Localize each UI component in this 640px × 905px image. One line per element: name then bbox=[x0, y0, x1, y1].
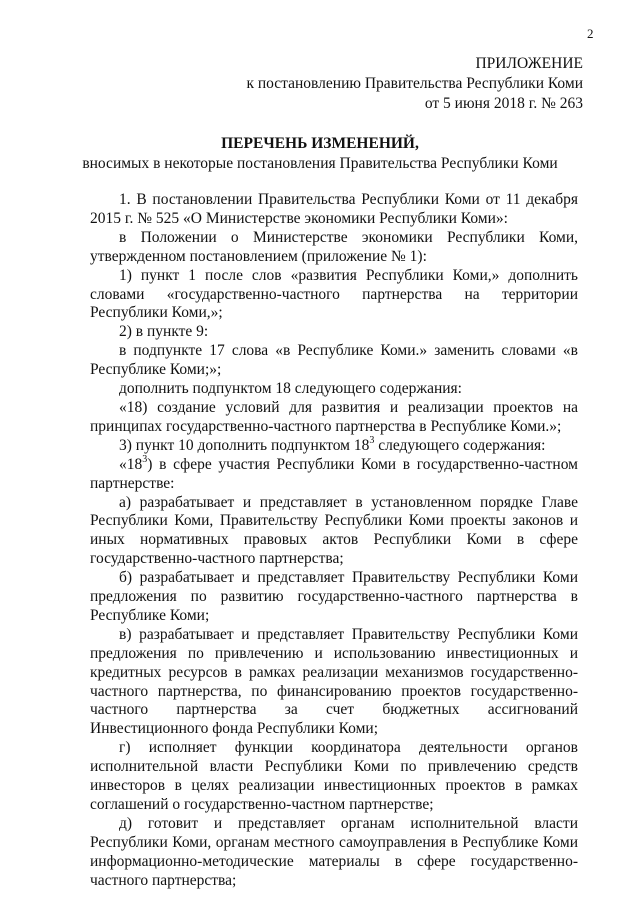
paragraph: в Положении о Министерстве экономики Республики Коми, утвержденном постановлением (приложение № 1): bbox=[90, 228, 578, 265]
superscript: 3 bbox=[369, 434, 375, 446]
appendix-reference: к постановлению Правительства Республики Коми bbox=[246, 75, 583, 92]
paragraph: «18) создание условий для развития и реализации проектов на принципах государственно-частного партнерства в Республике Коми.»; bbox=[90, 398, 578, 435]
paragraph-text: следующего содержания: bbox=[374, 436, 546, 454]
paragraph: г) исполняет функции координатора деятельности органов исполнительной власти Республики Коми по привлечению средств инвесторов в целях реализации инвестиционных проектов в рамках соглашений о государственно-частном партнерстве; bbox=[90, 739, 578, 813]
document-subtitle: вносимых в некоторые постановления Правительства Республики Коми bbox=[82, 155, 558, 172]
paragraph-item-3 bbox=[90, 434, 578, 456]
paragraph: д) готовит и представляет органам исполнительной власти Республики Коми, органам местного самоуправления в Республике Коми информационно-методические материалы в сфере государственно-частного партнерства; bbox=[90, 814, 578, 889]
paragraph: дополнить подпунктом 18 следующего содержания: bbox=[119, 380, 462, 398]
paragraph: 1. В постановлении Правительства Республики Коми от 11 декабря 2015 г. № 525 «О Министерстве экономики Республики Коми»: bbox=[90, 191, 578, 227]
paragraph: б) разрабатывает и представляет Правительству Республики Коми предложения по развитию государственно-частного партнерства в Республике Коми; bbox=[90, 569, 578, 624]
appendix-header bbox=[163, 54, 583, 114]
paragraph-text: 3) пункт 10 дополнить подпунктом 18 bbox=[119, 436, 370, 454]
paragraph: а) разрабатывает и представляет в установленном порядке Главе Республики Коми, Правительству Республики Коми проекты законов и иных нормативных правовых актов Республики Коми в сфере государственно-частного партнерства; bbox=[90, 493, 578, 568]
paragraph-subitem-18-3 bbox=[90, 453, 578, 494]
paragraph: в) разрабатывает и представляет Правительству Республики Коми предложения по привлечению и использованию инвестиционных и кредитных ресурсов в рамках реализации механизмов государственно-частного партнерства, по финансированию проектов государственно-частного партнерства за счет бюджетных ассигнований Инвестиционного фонда Республики Коми; bbox=[90, 625, 578, 738]
paragraph: 2) в пункте 9: bbox=[119, 323, 209, 341]
document-body bbox=[90, 191, 578, 891]
superscript: 3 bbox=[142, 453, 148, 465]
paragraph: в подпункте 17 слова «в Республике Коми.» заменить словами «в Республике Коми;»; bbox=[90, 342, 578, 379]
page-number: 2 bbox=[587, 26, 594, 41]
document-title: ПЕРЕЧЕНЬ ИЗМЕНЕНИЙ, bbox=[221, 135, 419, 152]
paragraph: 1) пункт 1 после слов «развития Республики Коми,» дополнить словами «государственно-частного партнерства на территории Республики Коми,»; bbox=[90, 266, 578, 322]
paragraph-text: ) в сфере участия Республики Коми в государственно-частном партнерстве: bbox=[90, 455, 578, 492]
appendix-date: от 5 июня 2018 г. № 263 bbox=[424, 95, 583, 112]
appendix-label: ПРИЛОЖЕНИЕ bbox=[475, 55, 583, 72]
paragraph-text: «18 bbox=[119, 455, 143, 473]
